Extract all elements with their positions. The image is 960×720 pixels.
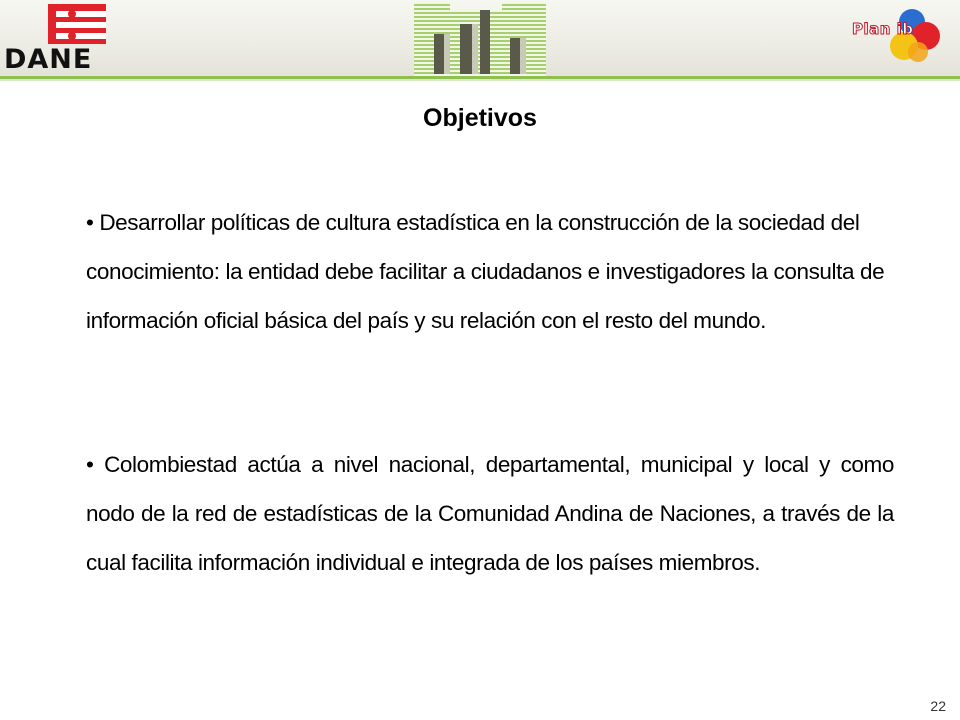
objective-paragraph-2: • Colombiestad actúa a nivel nacional, departamental, municipal y local y como nodo de la red de estadísticas de la Comunidad Andina de Naciones, a través de la cual facilita información individual e integrada de los países miembros. <box>86 452 894 575</box>
building-icon <box>414 0 546 78</box>
page-number: 22 <box>930 698 946 714</box>
slide-title: Objetivos <box>423 104 537 132</box>
planib-logo <box>846 4 950 66</box>
building-graphic <box>414 0 546 78</box>
dane-logo <box>4 2 108 75</box>
dane-logo-mark-icon <box>4 2 108 48</box>
header-divider-shadow <box>0 79 960 81</box>
dane-logo-text: DANE <box>4 44 93 75</box>
planib-logo-text: Plan ib <box>852 20 914 38</box>
objective-paragraph-1: • Desarrollar políticas de cultura estadística en la construcción de la sociedad del conocimiento: la entidad debe facilitar a ciudadanos e investigadores la consulta de información oficial básica del país y su relación con el resto del mundo. <box>86 210 885 333</box>
